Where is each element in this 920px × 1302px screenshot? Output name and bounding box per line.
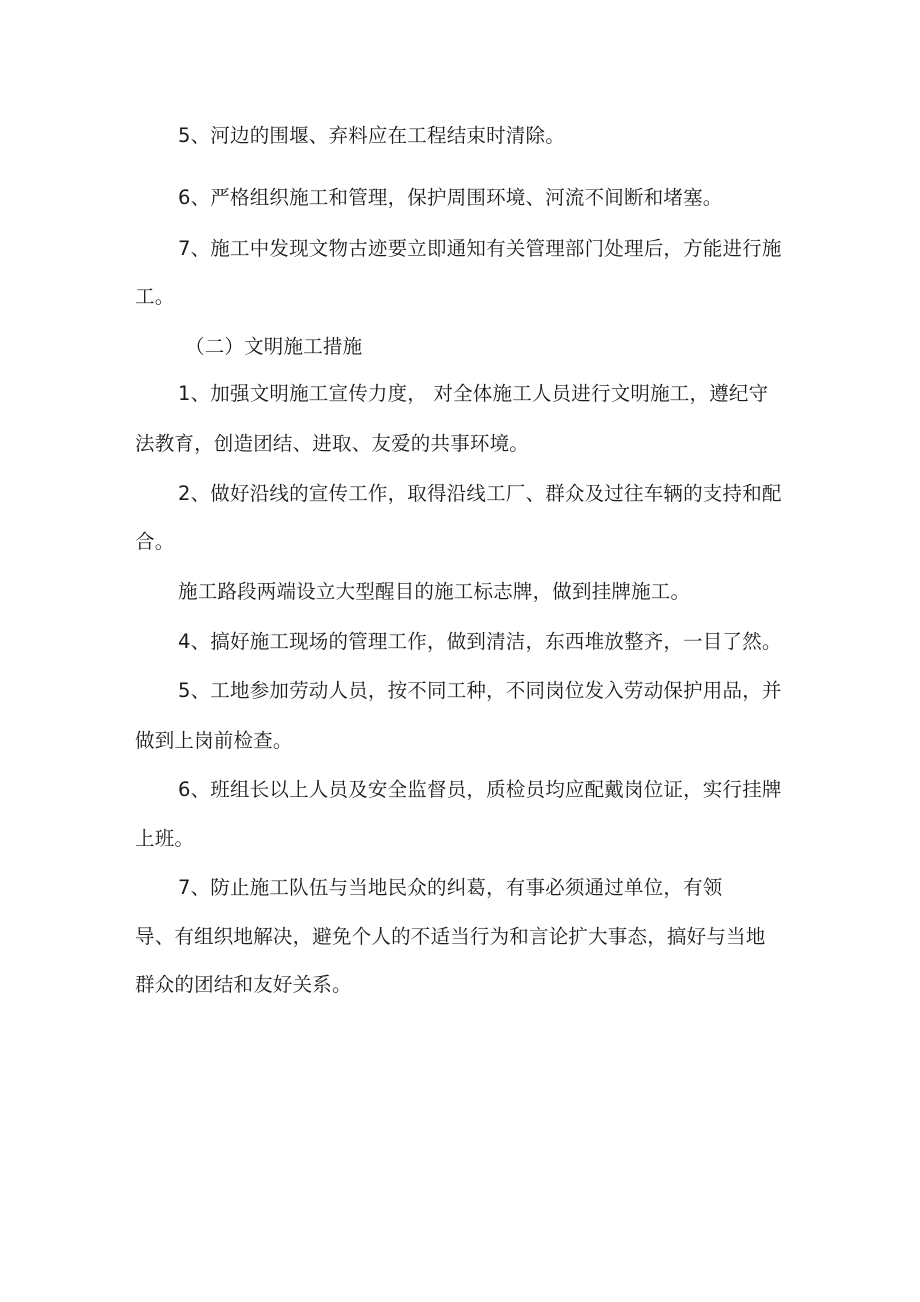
paragraph-line: 5、河边的围堰、弃料应在工程结束时清除。 bbox=[178, 124, 565, 147]
paragraph-line: 法教育，创造团结、进取、友爱的共事环境。 bbox=[135, 432, 530, 455]
paragraph-line: 施工路段两端设立大型醒目的施工标志牌，做到挂牌施工。 bbox=[178, 580, 691, 603]
paragraph-line: 导、有组织地解决，避免个人的不适当行为和言论扩大事态，搞好与当地 bbox=[135, 925, 766, 948]
paragraph-line: 工。 bbox=[135, 285, 175, 308]
paragraph-line: 群众的团结和友好关系。 bbox=[135, 973, 352, 996]
paragraph-line: 做到上岗前检查。 bbox=[135, 729, 293, 752]
paragraph-line: 7、施工中发现文物古迹要立即通知有关管理部门处理后，方能进行施 bbox=[178, 237, 782, 260]
paragraph-line: 4、搞好施工现场的管理工作，做到清洁，东西堆放整齐，一目了然。 bbox=[178, 630, 782, 653]
paragraph-line: 5、工地参加劳动人员，按不同工种，不同岗位发入劳动保护用品，并 bbox=[178, 679, 782, 702]
paragraph-line: 2、做好沿线的宣传工作，取得沿线工厂、群众及过往车辆的支持和配 bbox=[178, 482, 782, 505]
paragraph-line: 7、防止施工队伍与当地民众的纠葛，有事必须通过单位，有领 bbox=[178, 876, 723, 899]
paragraph-line: 6、严格组织施工和管理，保护周围环境、河流不间断和堵塞。 bbox=[178, 186, 723, 209]
paragraph-line: 6、班组长以上人员及安全监督员，质检员均应配戴岗位证，实行挂牌 bbox=[178, 778, 782, 801]
paragraph-line: 合。 bbox=[135, 530, 175, 553]
paragraph-line: 1、加强文明施工宣传力度， 对全体施工人员进行文明施工，遵纪守 bbox=[178, 382, 769, 405]
paragraph-line: 上班。 bbox=[135, 827, 195, 850]
section-heading: （二）文明施工措施 bbox=[185, 335, 363, 358]
